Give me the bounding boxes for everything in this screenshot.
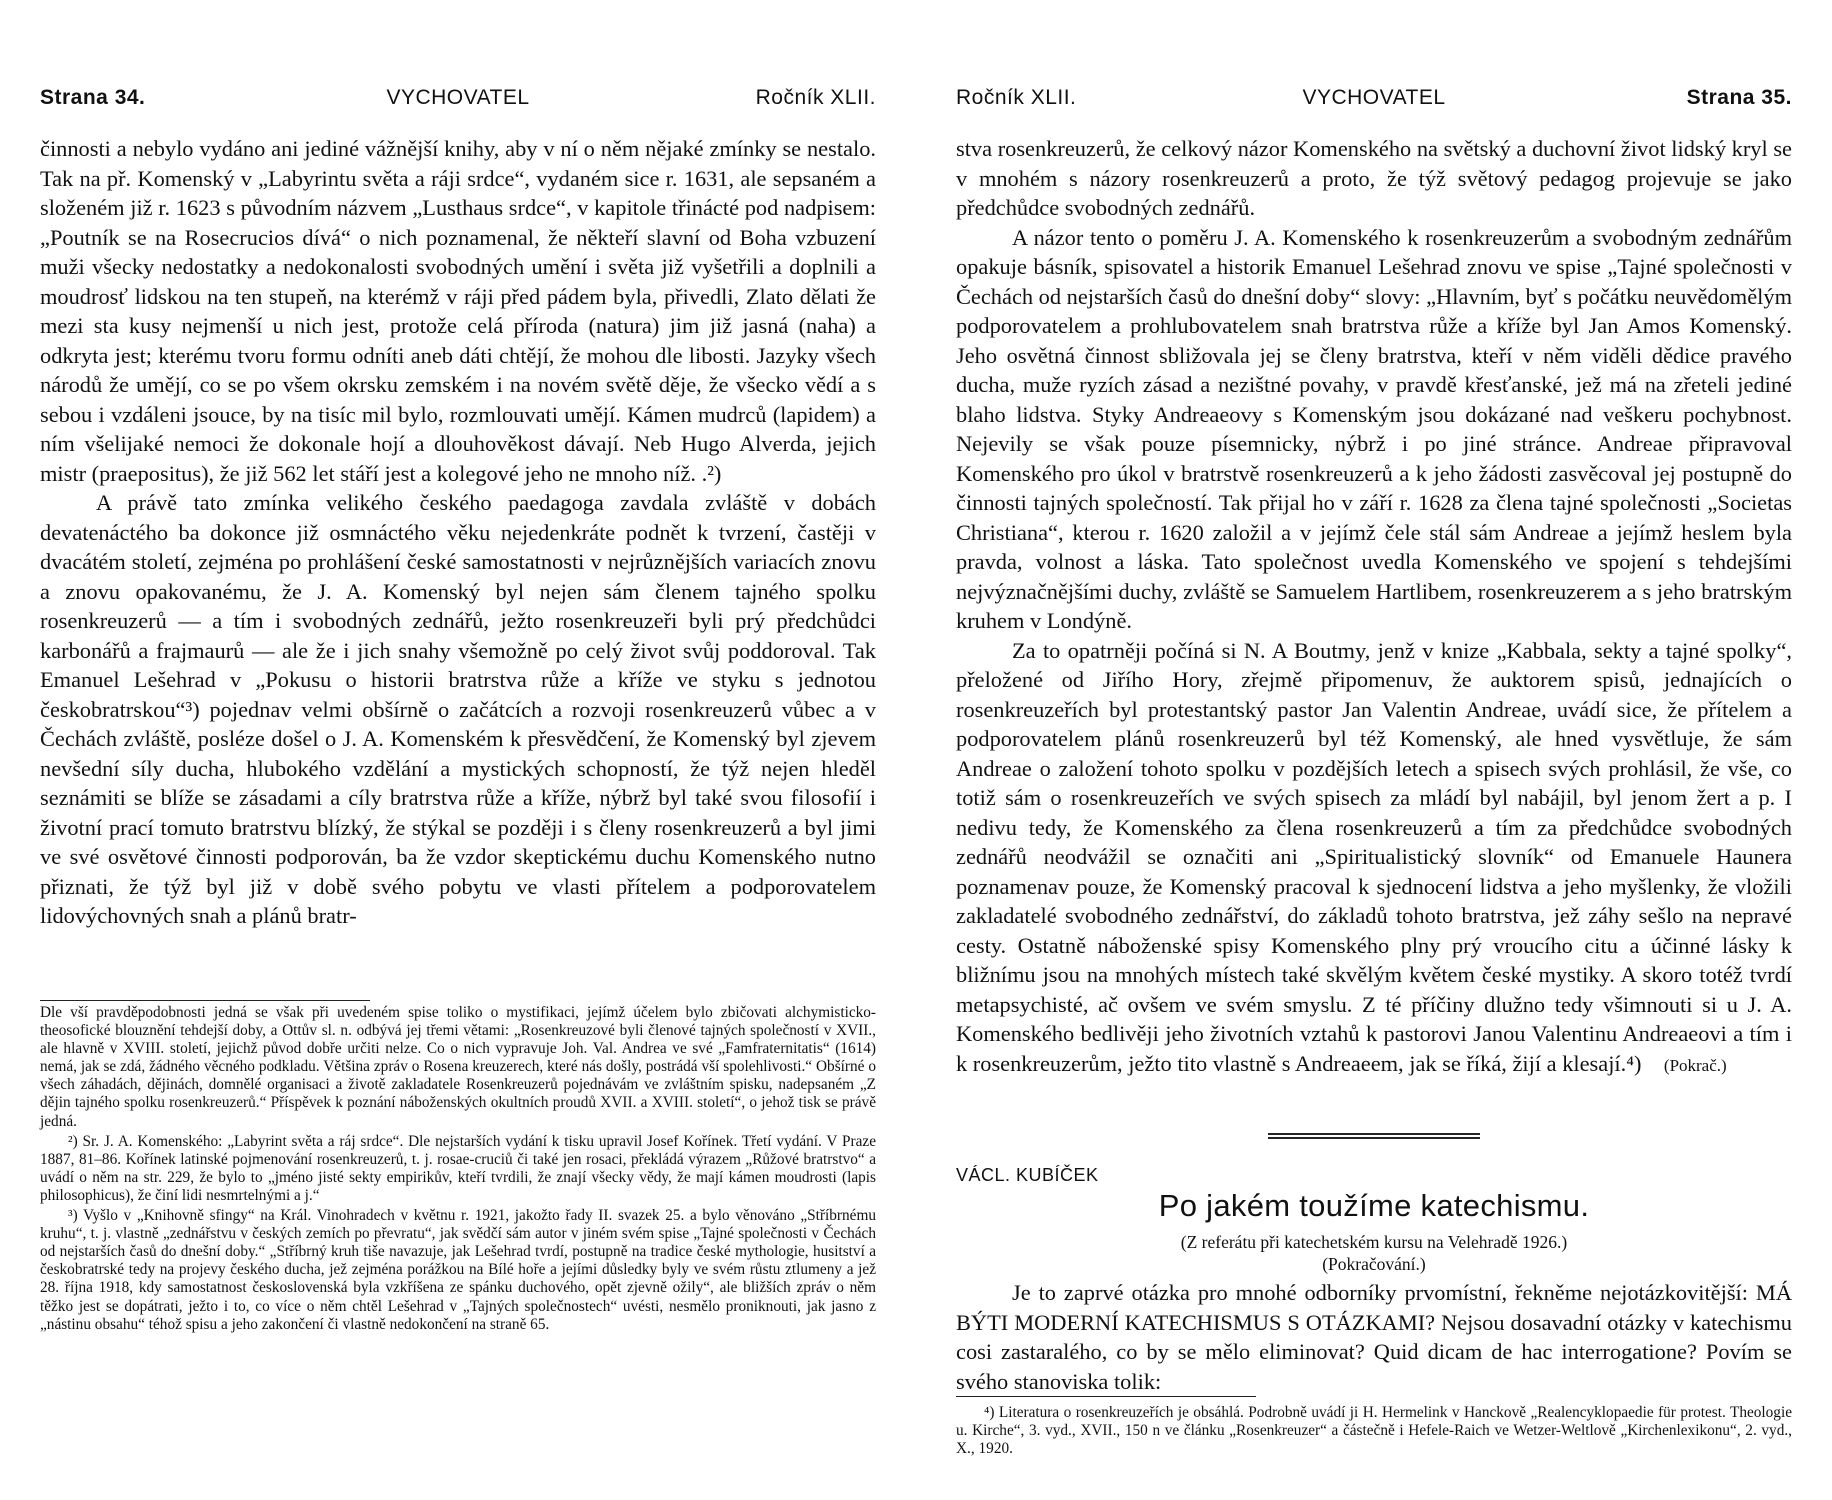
- article-author: VÁCL. KUBÍČEK: [956, 1165, 1099, 1185]
- footnote: Dle vší pravděpodobnosti jedná se však při uvedeném spise toliko o mystifikaci, jejímž účelem bylo zbičovati alchymisticko-theosofické blouznění tehdejší doby, a Ottův sl. n. odbývá jej třemi větami: „Rosenkreuzové byli členové tajných společností v XVII., ale hlavně v XVIII. století, jejichž původ dobře určiti nelze. Co o nich vypravuje Joh. Val. Andrea ve své „Famfraternitatis“ (1614) nemá, jak se zdá, žádného věcného podkladu. Většina zpráv o Rosena kreuzerech, které nás došly, postrádá vší spolehlivosti.“ Obšírné o všech záhadách, dějinách, domnělé organisaci a životě zakladatele Rosenkreuzerů pojednávám ve zvláštním spisku, nadepsaném „Z dějin tajného spolku rosenkreuzerů.“ Příspěvek k poznání náboženských okultních proudů XVII. a XVIII. století“, o jehož tisk se právě jedná.: [40, 1004, 876, 1130]
- paragraph: činnosti a nebylo vydáno ani jediné vážnější knihy, aby v ní o něm nějaké zmínky se nestalo. Tak na př. Komenský v „Labyrintu světa a ráji srdce“, vydaném sice r. 1631, ale sepsaném a složeném již r. 1623 s původním názvem „Lusthaus srdce“, v kapitole třinácté pod nadpisem: „Poutník se na Rosecrucios dívá“ o nich poznamenal, že někteří slavní od Boha vzbuzení muži všecky nedostatky a nedokonalosti svobodných umění i světa již vyšetřili a doplnili a moudrosť lidskou na ten stupeň, na kterémž v ráji před pádem byla, přivedli, Zlato dělati že mezi sta kusy nejmenší u nich jest, protože celá příroda (natura) jim již jasná (naha) a odkryta jest; kterému tvoru formu odníti aneb dáti chtějí, že mohou dle libosti. Jazyky všech národů že umějí, co se po všem okrsku zemském i na novém světě děje, že všecko vědí a s sebou i vzdáleni jsouce, by na tisíc mil bylo, rozmlouvati umějí. Kámen mudrců (lapidem) a ním všelijaké nemoci že dokonale hojí a dlouhověkost dávají. Neb Hugo Alverda, jejich mistr (praepositus), že již 562 let stáří jest a kolegové jeho ne mnoho níž. .²): [40, 136, 876, 486]
- right-running-head: [956, 86, 1792, 116]
- volume-label: Ročník XLII.: [755, 86, 876, 109]
- footnote-rule: [40, 1000, 370, 1001]
- paragraph: Je to zaprvé otázka pro mnohé odborníky prvomístní, řekněme nejotázkovitější: MÁ BÝTI MODERNÍ KATECHISMUS S OTÁZKAMI? Nejsou dosavadní otázky v katechismu cosi zastaralého, co by se mělo eliminovat? Quid dicam de hac interrogatione? Povím se svého stanoviska tolik:: [956, 1280, 1792, 1394]
- article-body: [956, 1278, 1792, 1396]
- page-number: Strana 35.: [1686, 86, 1792, 109]
- journal-title: VYCHOVATEL: [386, 86, 530, 109]
- right-body-text: [956, 134, 1792, 1080]
- left-footnotes: [40, 1004, 876, 1334]
- left-body-text: [40, 134, 876, 931]
- right-page: [916, 0, 1832, 1500]
- continued-note: (Pokrač.): [1663, 1055, 1727, 1075]
- paragraph: stva rosenkreuzerů, že celkový názor Komenského na světský a duchovní život lidský kryl se v mnohém s názory rosenkreuzerů a proto, že týž světový pedagog projevuje se jako předchůdce svobodných zednářů.: [956, 136, 1792, 220]
- footnote: ²) Sr. J. A. Komenského: „Labyrint světa a ráj srdce“. Dle nejstarších vydání k tisku upravil Josef Kořínek. Třetí vydání. V Praze 1887, 81–86. Kořínek latinské pojmenování rosenkreuzerů, t. j. rosae-cruciů či také jen rosaci, překládá výrazem „Růžové bratrstvo“ a uvádí o něm na str. 229, že bylo to „jméno jisté sekty empirikův, kteří tvrdili, že znají všecky vědy, že mají kámen moudrosti (lapis philosophicus), že činí lidi nesmrtelnými a j.“: [40, 1132, 876, 1204]
- paragraph: A názor tento o poměru J. A. Komenského k rosenkreuzerům a svobodným zednářům opakuje básník, spisovatel a historik Emanuel Lešehrad znovu ve spise „Tajné společnosti v Čechách od nejstarších časů do dnešní doby“ slovy: „Hlavním, byť s počátku neuvědomělým podporovatelem a prohlubovatelem snah bratrstva růže a kříže byl Jan Amos Komenský. Jeho osvětná činnost sbližovala jej se členy bratrstva, kteří v něm viděli dědice pravého ducha, muže ryzích zásad a nezištné povahy, v pravdě křesťanské, jež má na zřeteli jediné blaho lidstva. Styky Andreaeovy s Komenským jsou dokázané nad veškeru pochybnost. Nejevily se však pouze písemnicky, nýbrž i po jiné stránce. Andreae připravoval Komenského pro úkol v bratrstvě rosenkreuzerů a k jeho žádosti zasvěcoval jej postupně do činnosti tajných společností. Tak přijal ho v září r. 1628 za člena tajné společnosti „Societas Christiana“, kterou r. 1620 založil a v jejímž čele stál sám Andreae a jejímž heslem byla pravda, volnost a láska. Tato společnost uvedla Komenského ve spojení s tehdejšími nejvýznačnějšími duchy, zvláště se Samuelem Hartlibem, rosenkreuzerem a s jeho bratrským kruhem v Londýně.: [956, 224, 1792, 633]
- continuation-note: (Pokračování.): [1322, 1254, 1426, 1274]
- right-footnotes: [956, 1402, 1792, 1458]
- footnote: ³) Vyšlo v „Knihovně sfingy“ na Král. Vinohradech v květnu r. 1921, jakožto řady II. svazek 25. a bylo věnováno „Stříbrnému kruhu“, t. j. vlastně „zednářstvu v českých zemích po převratu“, jak svědčí sám autor v jiném svém spise „Tajné společnosti v Čechách od nejstarších časů do dnešní doby.“ „Stříbrný kruh tiše navazuje, jak Lešehrad tvrdí, postupně na tradice české mythologie, husitství a českobratrské tedy na projevy českého ducha, jež zejména porážkou na Bílé hoře a jejími důsledky byly ve svém růstu ztlumeny a jež 28. října 1918, kdy samostatnost československá byla vzkříšena ze spánku duchového, opět zjevně ožily“, ale bližších zpráv o něm těžko jest se dopátrati, ježto i to, co více o něm chtěl Lešehrad v „Tajných společnostech“ uvésti, nesmělo proniknouti, jak jasno z „nástinu obsahu“ téhož spisu a jeho zakončení či vlastně nedokončení na straně 65.: [40, 1207, 876, 1333]
- section-divider: [1268, 1133, 1480, 1139]
- paragraph-text: Za to opatrněji počíná si N. A Boutmy, jenž v knize „Kabbala, sekty a tajné spolky“, přeložené od Jiřího Hory, zřejmě připomenuv, že auktorem spisů, jednajících o rosenkreuzeřích byl protestantský pastor Jan Valentin Andreae, uvádí sice, že přítelem a podporovatelem plánů rosenkreuzerů byl též Komenský, ale hned vysvětluje, že sám Andreae o založení tohoto spolku v pozdějších letech a spisech svých prohlásil, že vše, co totiž sám o rosenkreuzeřích ve svých spisech za mládí byl nabájil, byl jenom žert a p. I nedivu tedy, že Komenského za člena rosenkreuzerů a tím za předchůdce svobodných zednářů neodvážil se označiti ani „Spiritualistický slovník“ od Emanuele Haunera poznamenav pouze, že Komenský pracoval k sjednocení lidstva a jeho myšlenky, že vložili zakladatelé svobodného zednářství, do základů tohoto bratrstva, jež záhy sešlo na nepravé cesty. Ostatně náboženské spisy Komenského plny prý vroucího citu a účinné lásky k bližnímu jsou na mnohých místech také skvělým květem české mystiky. A skoro totéž tvrdí metapsychisté, ač ovšem ve svém smyslu. Z té příčiny dlužno tedy všimnouti si u J. A. Komenského bedlivěji jeho životních vztahů k pastorovi Janou Valentinu Andreaeovi a tím i k rosenkreuzerům, ježto tito vlastně s Andreaeem, jak se říká, žijí a klesají.⁴): [956, 637, 1792, 1076]
- footnote-rule: [956, 1396, 1256, 1397]
- journal-title: VYCHOVATEL: [1302, 86, 1446, 109]
- volume-label: Ročník XLII.: [956, 86, 1077, 109]
- left-running-head: [40, 86, 876, 116]
- paragraph: A právě tato zmínka velikého českého paedagoga zavdala zvláště v dobách devatenáctého ba dokonce již osmnáctého věku nejedenkráte podnět k tvrzení, častěji v dvacátém století, zejména po prohlášení české samostatnosti v nejrůznějších variacích znovu a znovu opakovanému, že J. A. Komenský byl nejen sám členem tajného spolku rosenkreuzerů — a tím i svobodných zednářů, ježto rosenkreuzeři byli prý předchůdci karbonářů a frajmaurů — ale že i jich snahy všemožně po celý život svůj poddoroval. Tak Emanuel Lešehrad v „Pokusu o historii bratrstva růže a kříže ve styku s jednotou českobratrskou“³) pojednav velmi obšírně o začátcích a rozvoji rosenkreuzerů vůbec a v Čechách zvláště, posléze došel o J. A. Komenském k přesvědčení, že Komenský byl zjevem nevšední síly ducha, hlubokého vzdělání a mystických schopností, že týž nejen hleděl seznámiti se blíže se zásadami a cíly bratrstva růže a kříže, nýbrž byl také svou filosofií i životní prací tomuto bratrstvu blízký, že stýkal se později i s členy rosenkreuzerů a byl jimi ve své osvětové činnosti podporován, ba že vzdor skeptickému duchu Komenského nutno přiznati, že týž byl již v době svého pobytu ve vlasti přítelem a podporovatelem lidovýchovných snah a plánů bratr-: [40, 490, 876, 928]
- footnote: ⁴) Literatura o rosenkreuzeřích je obsáhlá. Podrobně uvádí ji H. Hermelink v Hanckově „Realencyklopaedie für protest. Theologie u. Kirche“, 3. vyd., XVII., 150 n ve článku „Rosenkreuzer“ a částečně i Hefele-Raich ve Wetzer-Weltlově „Kirchenlexikonu“, 2. vyd., X., 1920.: [956, 1404, 1792, 1458]
- article-title: Po jakém toužíme katechismu.: [1158, 1188, 1590, 1223]
- page-number: Strana 34.: [40, 86, 146, 109]
- article-subtitle: (Z referátu při katechetském kursu na Velehradě 1926.): [1180, 1232, 1568, 1252]
- paragraph: [956, 636, 1792, 1081]
